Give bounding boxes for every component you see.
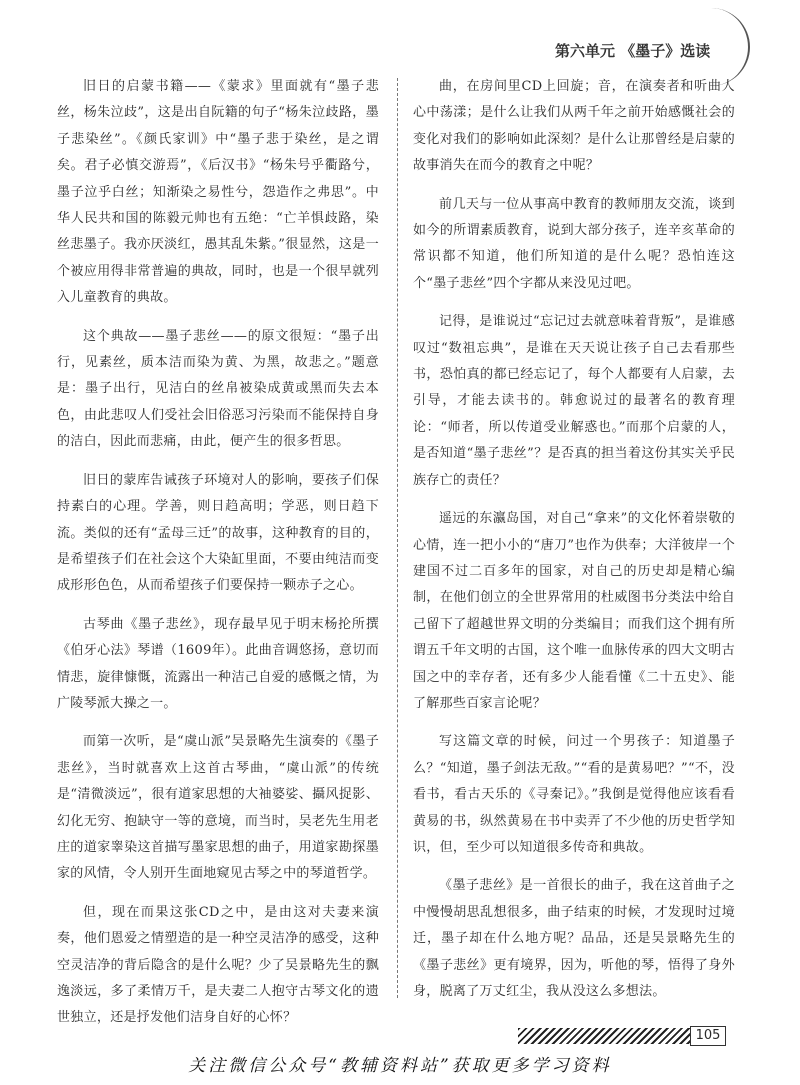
paragraph: 前几天与一位从事高中教育的教师朋友交流，谈到如今的所谓素质教育，说到大部分孩子，连辛亥革命的常识都不知道，他们所知道的是什么呢？恐怕连这个“墨子悲丝”四个字都从来没见过吧。: [413, 196, 735, 291]
paragraph: 古琴曲《墨子悲丝》，现存最早见于明末杨抡所撰《伯牙心法》琴谱（1609年）。此曲音调悠扬，意切而情悲，旋律慷慨，流露出一种洁己自爱的感慨之情，为广陵琴派大操之一。: [57, 616, 379, 711]
paragraph: 旧日的启蒙书籍——《蒙求》里面就有“墨子悲丝，杨朱泣歧”，这是出自阮籍的句子“杨朱泣歧路，墨子悲染丝”。《颜氏家训》中“墨子悲于染丝，是之谓矣。君子必慎交游焉”，《后汉书》“杨朱号乎衢路兮，墨子泣乎白丝；知渐染之易性兮，怨造作之弗思”。中华人民共和国的陈毅元帅也有五绝：“亡羊惧歧路，染丝悲墨子。我亦厌淡红，愚其乱朱紫。”很显然，这是一个被应用得非常普遍的典故，同时，也是一个很早就列入儿童教育的典故。: [57, 79, 379, 306]
paragraph: 旧日的蒙库告诫孩子环境对人的影响，要孩子们保持素白的心理。学善，则日趋高明；学恶，则日趋下流。类似的还有“孟母三迁”的故事，这种教育的目的，是希望孩子们在社会这个大染缸里面，不要由纯洁而变成形形色色，从而希望孩子们要保持一颗赤子之心。: [57, 472, 379, 594]
paragraph: 遥远的东瀛岛国，对自己“拿来”的文化怀着崇敬的心情，连一把小小的“唐刀”也作为供奉；大洋彼岸一个建国不过二百多年的国家，对自己的历史却是精心编制，在他们创立的全世界常用的杜威图书分类法中给自己留下了超越世界文明的分类编目；而我们这个拥有所谓五千年文明的古国，这个唯一血脉传承的四大文明古国之中的幸存者，还有多少人能看懂《二十五史》、能了解那些百家言论呢？: [413, 511, 735, 711]
right-column: [413, 74, 735, 1017]
paragraph: 而第一次听，是“虞山派”吴景略先生演奏的《墨子悲丝》，当时就喜欢上这首古琴曲，“虞山派”的传统是“清微淡远”，很有道家思想的大袖婆娑、攝风捉影、幻化无穷、抱缺守一等的意境，而当时，吴老先生用老庄的道家睾染这首描写墨家思想的曲子，用道家勘探墨家的风情，令人别开生面地窥见古琴之中的琴道哲学。: [57, 734, 379, 882]
paragraph: 这个典故——墨子悲丝——的原文很短：“墨子出行，见素丝，质本洁而染为黄、为黑，故悲之。”题意是：墨子出行，见洁白的丝帛被染成黄或黑而失去本色，由此悲叹人们受社会旧俗恶习污染而不能保持自身的洁白，因此而悲痛，由此，便产生的很多哲思。: [57, 328, 379, 450]
paragraph: 曲，在房间里CD上回旋；音，在演奏者和听曲人心中荡漾；是什么让我们从两千年之前开始感慨社会的变化对我们的影响如此深刻？是什么让那曾经是启蒙的故事消失在而今的教育之中呢？: [413, 79, 735, 174]
footer-note: 关注微信公众号“教辅资料站”获取更多学习资料: [188, 1056, 612, 1076]
paragraph: 写这篇文章的时候，问过一个男孩子：知道墨子么？“知道，墨子剑法无敌。”“看的是黄易吧？”“不，没看书，看古天乐的《寻秦记》。”我倒是觉得他应该看看黄易的书，纵然黄易在书中卖弄了不少他的历史哲学知识，但，至少可以知道很多传奇和典故。: [413, 734, 735, 855]
unit-title: 第六单元 《墨子》选读: [555, 42, 711, 60]
paragraph: 但，现在而果这张CD之中，是由这对夫妻来演奏，他们恩爱之情塑造的是一种空灵洁净的感受，这种空灵洁净的背后隐含的是什么呢？少了吴景略先生的飘逸淡远，多了柔情万千，是夫妻二人抱守古琴文化的遗世独立，还是抒发他们洁身自好的心怀？: [57, 904, 379, 1026]
paragraph: 记得，是谁说过“忘记过去就意味着背叛”，是谁感叹过“数祖忘典”，是谁在天天说让孩子自己去看那些书，恐怕真的都已经忘记了，每个人都要有人启蒙，去引导，才能去读书的。韩愈说过的最著名的教育理论：“师者，所以传道受业解惑也。”而那个启蒙的人，是否知道“墨子悲丝”？是否真的担当着这份其实关乎民族存亡的责任？: [413, 314, 735, 488]
page-number: 105: [690, 1026, 726, 1046]
footer-hatch-decoration: [518, 1028, 690, 1044]
paragraph: 《墨子悲丝》是一首很长的曲子，我在这首曲子之中慢慢胡思乱想很多，曲子结束的时候，才发现时过境迁，墨子却在什么地方呢？品品，还是吴景略先生的《墨子悲丝》更有境界，因为，听他的琴，悟得了身外身，脱离了万丈红尘，我从没这么多想法。: [413, 878, 735, 999]
column-divider: [397, 78, 398, 998]
left-column: [57, 74, 379, 1044]
